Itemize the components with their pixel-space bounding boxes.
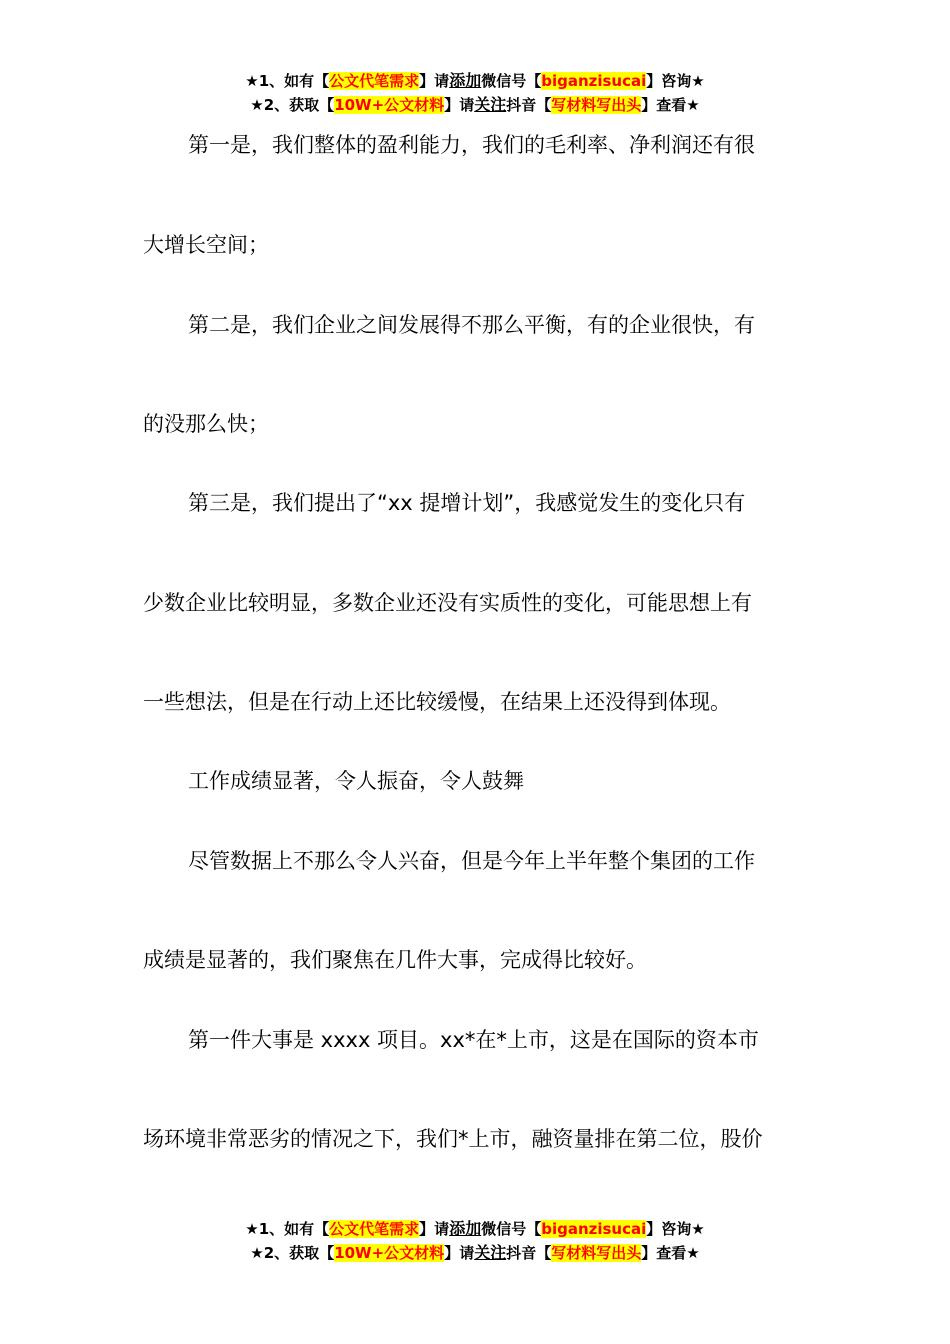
paragraph-line: 成绩是显著的，我们聚焦在几件大事，完成得比较好。: [143, 948, 647, 972]
paragraph-line: 第三是，我们提出了“xx 提增计划”，我感觉发生的变化只有: [188, 491, 746, 515]
banner-text: 抖音【: [506, 96, 552, 114]
banner-underlined-text: 关注: [474, 1243, 507, 1262]
banner-text: 】查看★: [641, 1244, 700, 1262]
banner-highlight: biganzisucai: [541, 72, 647, 90]
section-heading: 工作成绩显著，令人振奋，令人鼓舞: [188, 769, 524, 793]
banner-highlight: 写材料写出头: [551, 96, 642, 114]
banner-line-1: [0, 69, 950, 93]
paragraph-line: 尽管数据上不那么令人兴奋，但是今年上半年整个集团的工作: [188, 849, 755, 873]
paragraph-line: 第一是，我们整体的盈利能力，我们的毛利率、净利润还有很: [188, 133, 755, 157]
banner-highlight: 写材料写出头: [551, 1244, 642, 1262]
banner-highlight: 公文代笔需求: [329, 1220, 420, 1238]
paragraph-line: 第二是，我们企业之间发展得不那么平衡，有的企业很快，有: [188, 313, 755, 337]
banner-text: 】咨询★: [646, 72, 705, 90]
banner-highlight: biganzisucai: [541, 1220, 647, 1238]
banner-highlight: 10W+公文材料: [334, 1244, 445, 1262]
banner-text: 微信号【: [481, 72, 542, 90]
banner-text: ★2、获取【: [250, 96, 335, 114]
banner-text: 】请: [419, 1220, 450, 1238]
banner-text: 】查看★: [641, 96, 700, 114]
paragraph-line: 的没那么快；: [143, 412, 269, 436]
banner-highlight: 10W+公文材料: [334, 96, 445, 114]
banner-underlined-text: 关注: [474, 95, 507, 114]
paragraph-line: 少数企业比较明显，多数企业还没有实质性的变化，可能思想上有: [143, 591, 752, 615]
banner-text: 】请: [444, 1244, 475, 1262]
paragraph-line: 一些想法，但是在行动上还比较缓慢，在结果上还没得到体现。: [143, 690, 731, 714]
paragraph-line: 第一件大事是 xxxx 项目。xx*在*上市，这是在国际的资本市: [188, 1028, 759, 1052]
banner-text: 】请: [419, 72, 450, 90]
banner-text: 微信号【: [481, 1220, 542, 1238]
banner-highlight: 公文代笔需求: [329, 72, 420, 90]
banner-text: ★1、如有【: [245, 1220, 330, 1238]
banner-text: 抖音【: [506, 1244, 552, 1262]
paragraph-line: 场环境非常恶劣的情况之下，我们*上市，融资量排在第二位，股价: [143, 1127, 763, 1151]
banner-underlined-text: 添加: [449, 1219, 482, 1238]
banner-underlined-text: 添加: [449, 71, 482, 90]
header-banner: [0, 69, 950, 117]
banner-text: ★2、获取【: [250, 1244, 335, 1262]
paragraph-line: 大增长空间；: [143, 233, 269, 257]
banner-text: ★1、如有【: [245, 72, 330, 90]
banner-line-1: [0, 1217, 950, 1241]
banner-line-2: [0, 93, 950, 117]
banner-text: 】咨询★: [646, 1220, 705, 1238]
banner-text: 】请: [444, 96, 475, 114]
footer-banner: [0, 1217, 950, 1265]
banner-line-2: [0, 1241, 950, 1265]
